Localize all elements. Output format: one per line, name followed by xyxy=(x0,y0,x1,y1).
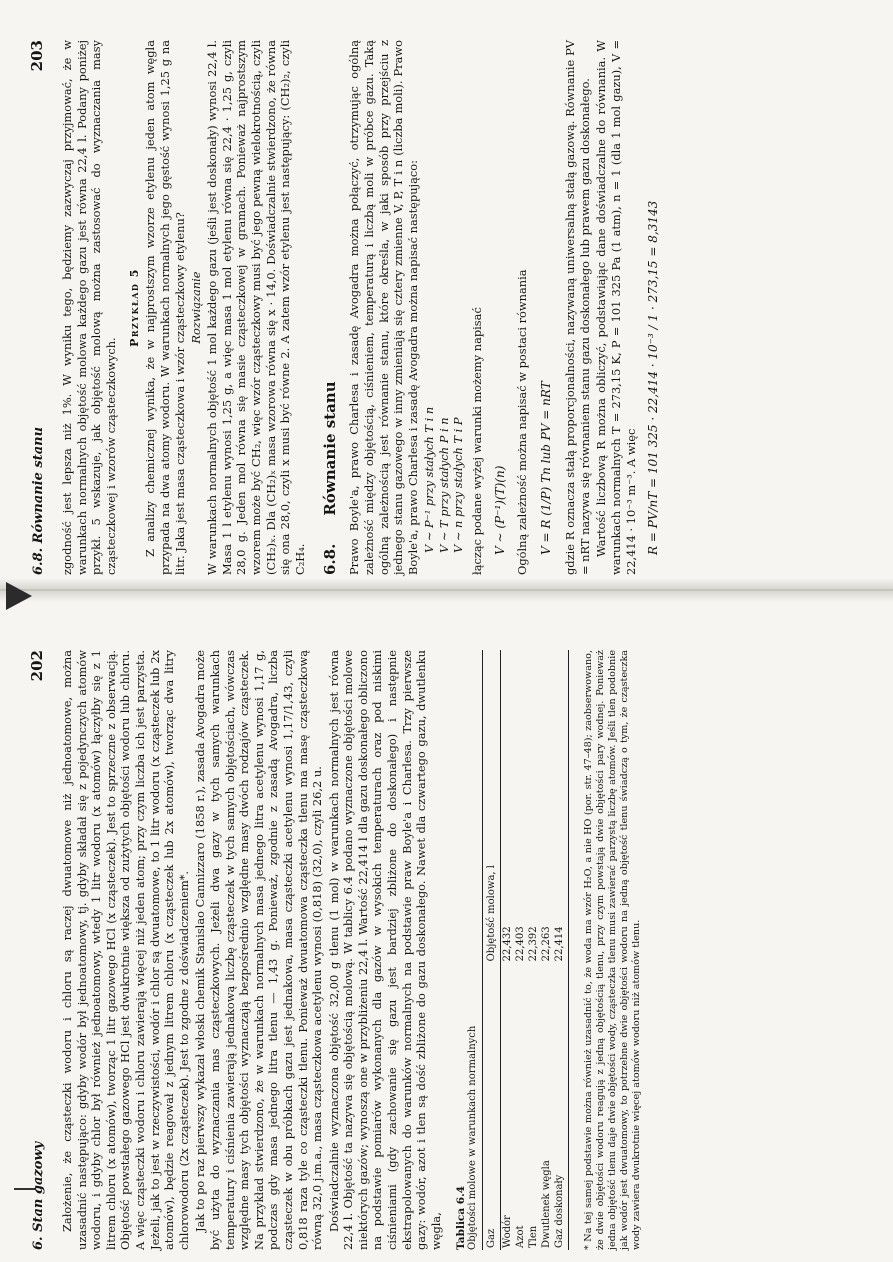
page-number: 202 xyxy=(28,650,46,682)
section-heading: 6.8. Równanie stanu xyxy=(31,426,46,575)
page-203 xyxy=(28,40,858,575)
running-header xyxy=(28,650,46,1250)
solution-label: Rozwiązanie xyxy=(189,271,204,344)
gas-name: Tlen xyxy=(528,1225,540,1248)
molar-volume: 22,392 xyxy=(528,926,540,962)
gas-name: Dwutlenek węgla xyxy=(541,1160,553,1248)
paragraph: łącząc podane wyżej warunki możemy napisać xyxy=(470,307,485,575)
section-number: 6.8. xyxy=(321,543,340,575)
column-header: Gaz xyxy=(483,963,501,1250)
molar-volume: 22,263 xyxy=(541,926,553,962)
molar-volume: 22,403 xyxy=(515,926,527,962)
gas-constant-calculation: R = PV/nT = 101 325 · 22,414 · 10⁻³ / 1 · 273,15 = 8,3143 xyxy=(646,200,661,555)
paragraph: Jak to po raz pierwszy wykazał włoski chemik Stanislao Cannizzaro (1858 r.), zasada Avogadra może być użyta do wyznaczania mas cząsteczkowych. Jeżeli dwa gazy w tych samych warunkach temperatury i ciśnienia zawierają jednakową liczbę cząsteczek w tych samych objętościach, wówczas względne masy tych objętości wyznaczają bezpośrednio względne masy dwóch rodzajów cząsteczek. Na przykład stwierdzono, że w warunkach normalnych masa jednego litra acetylenu wynosi 1,17 g, podczas gdy masa jednego litra tlenu — 1,43 g. Ponieważ, zgodnie z zasadą Avogadra, liczba cząsteczek w obu próbkach gazu jest jednakowa, masa cząsteczki acetylenu wynosi 1,17/1,43, czyli 0,818 raza tyle co cząsteczki tlenu. Ponieważ dwuatomowa cząsteczka tlenu ma masę cząsteczkową równą 32,0 j.m.a., masa cząsteczkowa acetylenu wynosi (0,818) (32,0), czyli 26,2 u. xyxy=(193,650,325,1250)
table-caption: Tablica 6.4 xyxy=(455,1185,468,1250)
paragraph: Prawo Boyle'a, prawo Charlesa i zasadę Avogadra można połączyć, otrzymując ogólną zależność między objętością, ciśnieniem, temperaturą i liczbą moli w próbce gazu. Taką ogólną zależnością jest równanie stanu, które określa, w jaki sposób przy przejściu z jednego stanu gazowego w inny zmieniają się cztery zmienne V, P, T i n (liczba moli). Prawo Boyle'a, prawo Charlesa i zasadę Avogadra można napisać następująco: xyxy=(347,40,420,575)
solution-text: W warunkach normalnych objętość 1 mol każdego gazu (jeśli jest doskonały) wynosi 22,4 l. Masa 1 l etylenu wynosi 1,25 g, a więc masa 1 mol etylenu równa się 22,4 · 1,25 g, czyli 28,0 g. Jeden mol równa się masie cząsteczkowej w gramach. Ponieważ najprostszym wzorem może być CH₂, więc wzór cząsteczkowy musi być jego pewną wielokrotnością, czyli (CH₂)ₓ. Dla (CH₂)ₓ masa wzorowa równa się x · 14,0. Doświadczalnie stwierdzono, że równa się ona 28,0, czyli x musi być równe 2. A zatem wzór etylenu jest następujący: (CH₂)₂, czyli C₂H₄. xyxy=(205,40,307,575)
paragraph: Założenie, że cząsteczki wodoru i chloru są raczej dwuatomowe niż jednoatomowe, można uzasadnić następująco: gdyby wodór był jednoatomowy, tj. gdyby składał się z pojedynczych atomów wodoru, i gdyby chlor był również jednoatomowy, wtedy 1 litr wodoru (x atomów) łączyłby się z 1 litrem chloru (x atomów), tworząc 1 litr gazowego HCl (x cząsteczek). Jest to sprzeczne z obserwacją. Objętość powstałego gazowego HCl jest dwukrotnie większa od zużytych objętości wodoru lub chloru. A więc cząsteczki wodoru i chloru zawierają więcej niż jeden atom; przy czym liczba ich jest parzysta. Jeżeli, jak to jest w rzeczywistości, wodór i chlor są dwuatomowe, to 1 litr wodoru (x cząsteczek lub 2x atomów), będzie reagował z jednym litrem chloru (x cząsteczek lub 2x atomów), tworząc dwa litry chlorowodoru (2x cząsteczek). Jest to zgodne z doświadczeniem*. xyxy=(60,650,191,1250)
book-fold xyxy=(0,578,893,602)
page-number: 203 xyxy=(28,40,46,72)
table-row xyxy=(514,650,527,1250)
scan-shadow-mark xyxy=(6,582,32,610)
paragraph: zgodność jest lepsza niż 1%. W wyniku tego, będziemy zazwyczaj przyjmować, że w warunkach normalnych objętość molowa każdego gazu jest równa 22,4 l. Podany poniżej przykł. 5 wskazuje, jak objętość molową można zastosować do wyznaczania masy cząsteczkowej i wzorów cząsteczkowych. xyxy=(60,40,118,575)
molar-volume-table xyxy=(455,650,569,1250)
column-header: Objętość molowa, l xyxy=(483,650,501,963)
gas-name: Azot xyxy=(515,1225,527,1248)
running-header xyxy=(28,40,46,575)
section-title xyxy=(321,40,339,575)
example-text: Z analizy chemicznej wynika, że w najprostszym wzorze etylenu jeden atom węgla przypada na dwa atomy wodoru. W warunkach normalnych jego gęstość wynosi 1,25 g na litr. Jaka jest masa cząsteczkowa i wzór cząsteczkowy etylenu? xyxy=(143,40,187,575)
paragraph: Doświadczalnie wyznaczona objętość 32,00 g tlenu (1 mol) w warunkach normalnych jest równa 22,4 l. Objętość ta nazywa się objętością molową. W tablicy 6.4 podano wyznaczone objętości molowe niektórych gazów; wynoszą one w przybliżeniu 22,4 l. Wartość 22,414 l dla gazu doskonałego obliczono na podstawie pomiarów wykonanych dla gazów w wysokich temperaturach oraz pod niskimi ciśnieniami (gdy zachowanie się gazu jest bardziej zbliżone do doskonałego) i następnie ekstrapolowanych do warunków normalnych na podstawie praw Boyle'a i Charlesa. Trzy pierwsze gazy: wodór, azot i tlen są dość zbliżone do gazu doskonałego. Nawet dla czwartego gazu, dwutlenku węgla, xyxy=(326,650,443,1250)
page-202 xyxy=(28,650,858,1250)
relation: V ∼ n przy stałych T i P xyxy=(451,417,466,553)
section-name: Równanie stanu xyxy=(321,381,340,516)
paragraph: Ogólną zależność można napisać w postaci równania xyxy=(514,269,529,575)
table-row xyxy=(540,650,553,1250)
table-row xyxy=(527,650,540,1250)
section-heading: 6. Stan gazowy xyxy=(31,1141,46,1250)
relation-list xyxy=(422,40,466,553)
footnote: * Na tej samej podstawie można również uzasadnić to, że woda ma wzór H₂O, a nie HO (por. str. 47–48); zaobserwowano, że dwie objętości wodoru reagują z jedną objętością tlenu, przy czym powstają dwie objętości pary wodnej. Ponieważ jedna objętość tlenu daje dwie objętości wody, cząsteczka tlenu musi zawierać parzystą liczbę atomów. Jeśli tlen podobnie jak wodór jest dwuatomowy, to potrzebne dwie objętości wodoru na jedną objętość tlenu świadczą o tym, że cząsteczka wody zawiera dwukrotnie więcej atomów wodoru niż atomów tlenu. xyxy=(583,650,643,1250)
relation: V ∼ T przy stałych P i n xyxy=(436,417,451,553)
paragraph: Wartość liczbową R można obliczyć, podstawiając dane doświadczalne do równania. W warunkach normalnych T = 273,15 K, P = 101 325 Pa (1 atm), n = 1 (dla 1 mol gazu), V = 22,414 · 10⁻³ m⁻³. A więc xyxy=(594,40,638,575)
combined-relation: V ∼ (P⁻¹)(T)(n) xyxy=(492,465,507,555)
paragraph: gdzie R oznacza stałą proporcjonalności, nazywaną uniwersalną stałą gazową. Równanie PV = nRT nazywa się równaniem stanu gazu doskonałego lub prawem gazu doskonałego. xyxy=(563,40,592,575)
data-table xyxy=(482,650,569,1250)
gas-name: Wodór xyxy=(502,1215,514,1248)
molar-volume: 22,414 xyxy=(553,650,569,963)
molar-volume: 22,432 xyxy=(502,926,514,962)
gas-name: Gaz doskonały xyxy=(553,963,569,1250)
table-row xyxy=(553,650,569,1250)
gas-law-equation: V = R (1/P) Tn lub PV = nRT xyxy=(539,381,554,555)
example-title: Przykład 5 xyxy=(128,268,142,347)
relation: V ∼ P⁻¹ przy stałych T i n xyxy=(422,406,437,553)
table-row xyxy=(501,650,515,1250)
table-subtitle: Objętości molowe w warunkach normalnych xyxy=(467,1025,479,1250)
